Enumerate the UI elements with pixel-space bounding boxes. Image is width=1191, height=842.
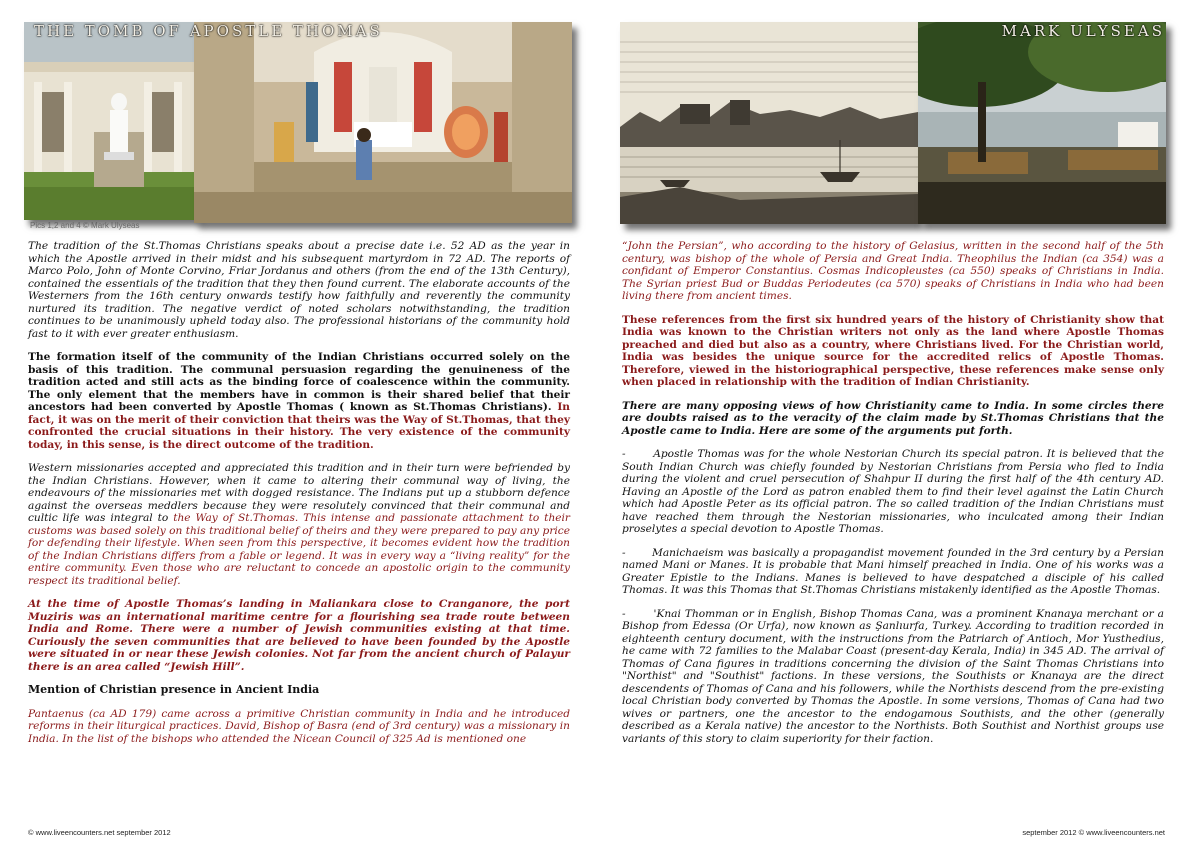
right-paragraph-2: These references from the first six hundred years of the history of Christianity show that India was known to the Christian writers not only as the land where Apostle Thomas preached and died but also as a country, where Christians lived. For the Christian world, India was besides the unique source for the accredited relics of Apostle Thomas. Therefore, viewed in the historiographical perspective, these references make sense only when placed in relationship with the tradition of Indian Christianity. <box>622 313 1164 388</box>
right-page <box>596 0 1191 842</box>
right-column <box>622 240 1164 756</box>
right-footer: september 2012 © www.liveencounters.net <box>1022 828 1165 837</box>
statue-courtyard-image <box>24 22 196 220</box>
right-paragraph-1: “John the Persian”, who according to the history of Gelasius, written in the second half of the 5th century, was bishop of the whole of Persia and Great India. Theophilus the Indian (ca 354) was a confidant of Emperor Constantius. Cosmas Indicopleustes (ca 550) speaks of Christians in India. The Syrian priest Bud or Buddas Periodeutes (ca 570) speaks of Christians in India who had been living there from ancient times. <box>622 240 1164 302</box>
photo-statue-courtyard <box>24 22 196 220</box>
right-header-title: MARK ULYSEAS <box>1001 22 1165 40</box>
left-paragraph-3-red: the Way of St.Thomas. This intense and passionate attachment to their customs was based solely on this traditional belief of theirs and they were prepared to pay any price for defending their lifestyle. When seen from this perspective, it becomes evident how the tradition of the Indian Christians differs from a fable or legend. It was in every way a “living reality” for the entire community. Even those who are reluctant to concede an apostolic origin to the community respect its traditional belief. <box>28 512 570 587</box>
photo-credit: Pics 1,2 and 4 © Mark Ulyseas <box>30 221 140 230</box>
left-paragraph-3-black: Western missionaries accepted and appreciated this tradition and in their turn were befriended by the Indian Christians. However, when it came to altering their communal way of living, the endeavours of the missionaries met with dogged resistance. The Indians put up a stubborn defence against the overseas meddlers because they were resolutely convinced that their communal and cultic life was integral to <box>28 462 570 524</box>
left-paragraph-2-red: In fact, it was on the merit of their conviction that theirs was the Way of St.Thomas, that they confronted the crucial situations in their history. The very existence of the community today, in this sense, is the direct outcome of the tradition. <box>28 401 570 451</box>
photo-church-interior <box>194 22 572 223</box>
right-paragraph-5: - Manichaeism was basically a propagandist movement founded in the 3rd century by a Persian named Mani or Manes. It is probable that Mani himself preached in India. One of his works was a Greater Epistle to the Indians. Manes is believed to have despatched a disciple of his called Thomas. It was this Thomas that St.Thomas Christians mistakenly identified as the Apostle Thomas. <box>622 546 1164 596</box>
left-column <box>28 240 570 756</box>
backwaters-image <box>918 22 1166 224</box>
right-paragraph-3: There are many opposing views of how Christianity came to India. In some circles there are doubts raised as to the veracity of the claim made by St.Thomas Christians that the Apostle came to India. Here are some of the arguments put forth. <box>622 399 1164 437</box>
photo-engraving-port <box>620 22 918 224</box>
left-paragraph-3 <box>28 462 570 587</box>
left-page <box>0 0 595 842</box>
left-header-title: THE TOMB OF APOSTLE THOMAS <box>34 22 383 40</box>
photo-backwaters <box>918 22 1166 224</box>
left-paragraph-4: At the time of Apostle Thomas’s landing in Maliankara close to Cranganore, the port Muziris was an international maritime centre for a flourishing sea trade route between India and Rome. There were a number of Jewish communities existing at that time. Curiously the seven communities that are believed to have been founded by the Apostle were situated in or near these Jewish colonies. Not far from the ancient church of Palayur there is an area called “Jewish Hill”. <box>28 598 570 673</box>
right-paragraph-6: - 'Knai Thomman or in English, Bishop Thomas Cana, was a prominent Knanaya merchant or a Bishop from Edessa (Or Urfa), now known as Şanlıurfa, Turkey. According to tradition recorded in eighteenth century document, with the instructions from the Patriarch of Antioch, Mor Yusthedius, he came with 72 families to the Malabar Coast (present-day Kerala, India) in 345 AD. The arrival of Thomas of Cana figures in traditions concerning the division of the Saint Thomas Christians into "Northist" and "Southist" factions. In these versions, the Southists or Knanaya are the direct descendents of Thomas of Cana and his followers, while the Northists descend from the pre-existing local Christian body converted by Thomas the Apostle. In some versions, Thomas of Cana had two wives or partners, one the ancestor to the endogamous Southists, and the other (generally described as a Kerala native) the ancestor to the Northists. Both Southist and Northist groups use variants of this story to claim superiority for their faction. <box>622 607 1164 745</box>
left-paragraph-5: Pantaenus (ca AD 179) came across a primitive Christian community in India and he introduced reforms in their liturgical practices. David, Bishop of Basra (end of 3rd century) was a missionary in India. In the list of the bishops who attended the Nicean Council of 325 Ad is mentioned one <box>28 707 570 745</box>
left-paragraph-2-bold: The formation itself of the community of the Indian Christians occurred solely on the basis of this tradition. The communal persuasion regarding the genuineness of the tradition acted and still acts as the binding force of coalescence within the community. The only element that the members have in common is their shared belief that their ancestors had been converted by Apostle Thomas ( known as St.Thomas Christians). <box>28 351 570 413</box>
section-heading: Mention of Christian presence in Ancient India <box>28 683 320 696</box>
left-paragraph-1: The tradition of the St.Thomas Christians speaks about a precise date i.e. 52 AD as the year in which the Apostle arrived in their midst and his subsequent martyrdom in 72 AD. The reports of Marco Polo, John of Monte Corvino, Friar Jordanus and others (from the end of the 13th Century), contained the essentials of the tradition that they then found current. The elaborate accounts of the Westerners from the 16th century onwards testify how faithfully and reverently the community nurtured its tradition. The negative verdict of noted scholars notwithstanding, the tradition continues to be unanimously upheld today also. The professional historians of the community hold fast to it with ever greater enthusiasm. <box>28 240 570 340</box>
left-footer: © www.liveencounters.net september 2012 <box>28 828 171 837</box>
left-paragraph-2 <box>28 351 570 451</box>
right-paragraph-4: - Apostle Thomas was for the whole Nestorian Church its special patron. It is believed that the South Indian Church was chiefly founded by Nestorian Christians from Persia who fled to India during the violent and cruel persecution of Shahpur II during the first half of the 4th century AD. Having an Apostle of the Lord as patron enabled them to find their level against the Latin Church which had Apostle Peter as its official patron. The so called tradition of the Indian Christians must have reached them through the Nestorian missionaries, who inculcated among their Indian proselytes a special devotion to Apostle Thomas. <box>622 448 1164 535</box>
engraving-image <box>620 22 918 224</box>
church-interior-image <box>194 22 572 223</box>
